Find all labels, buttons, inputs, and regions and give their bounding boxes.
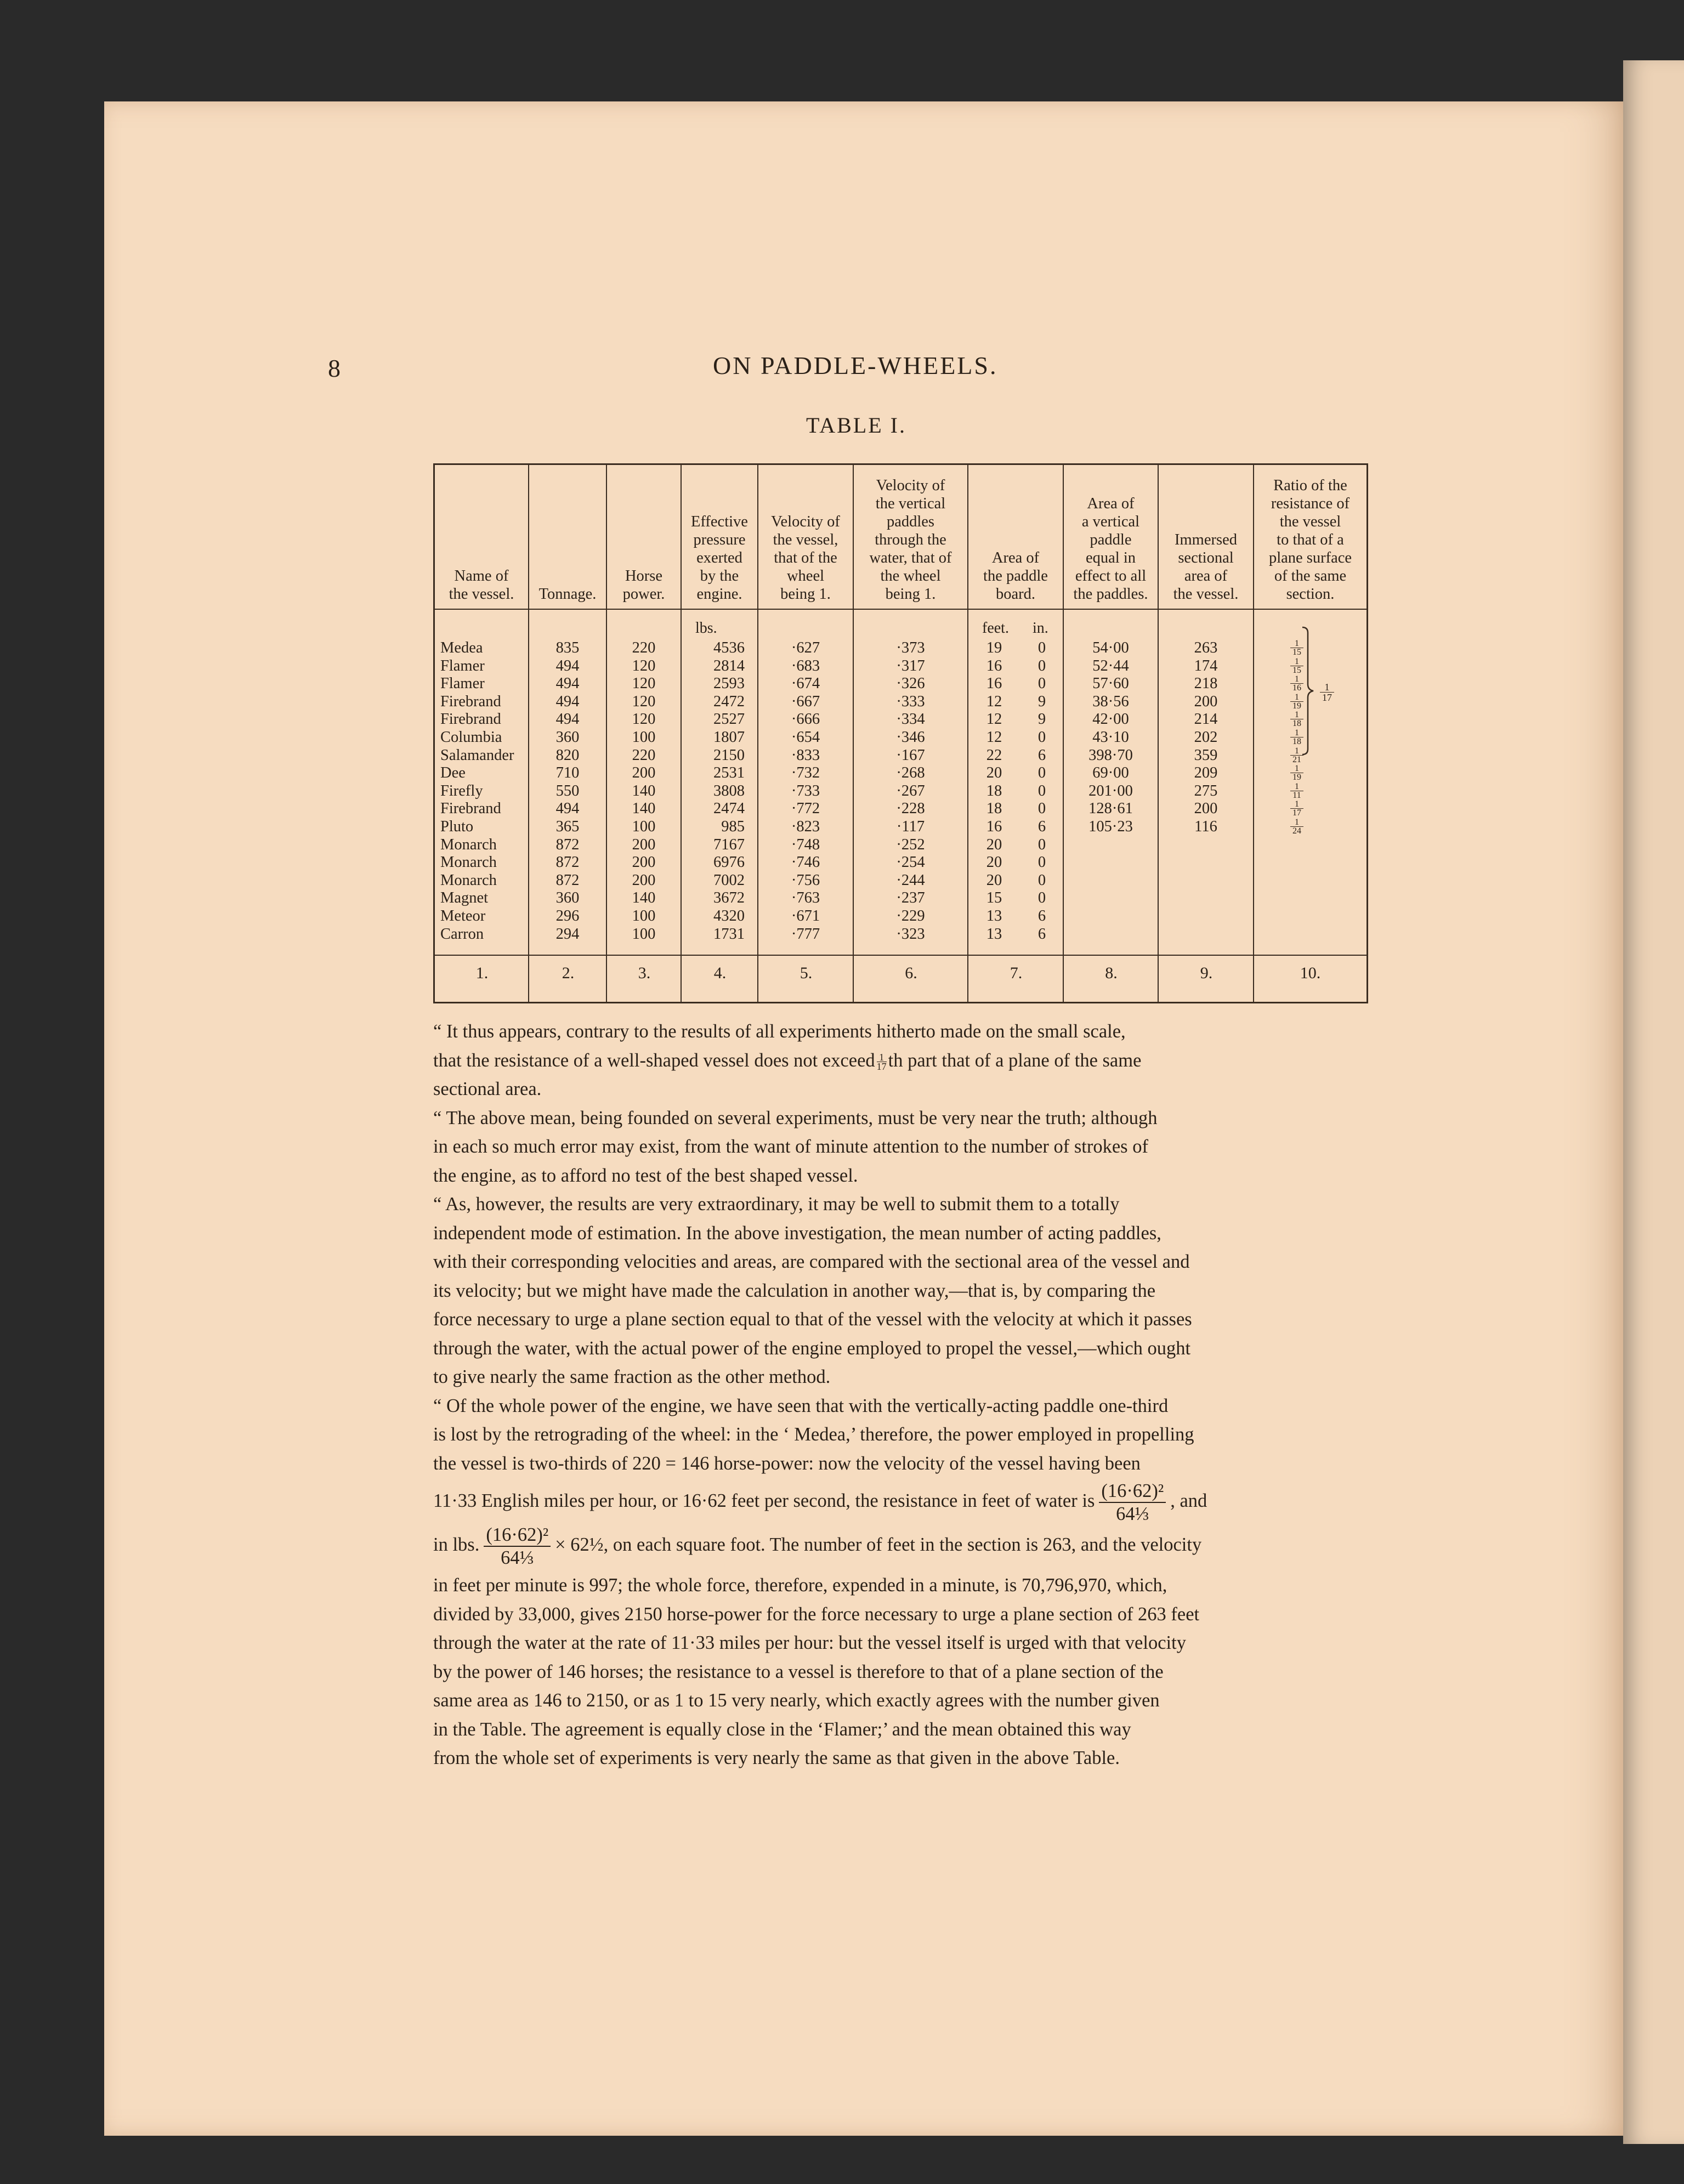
cell-sectional-area: 275	[1194, 782, 1218, 799]
cell-pressure: 1807	[713, 729, 745, 746]
cell-vessel-velocity: ·654	[791, 729, 820, 746]
text-line: its velocity; but we might have made the calculation in another way,—that is, by comparing the	[433, 1280, 1156, 1301]
header-name: Name of the vessel.	[449, 568, 514, 603]
page-number: 8	[328, 354, 341, 382]
text-line: “ It thus appears, contrary to the results of all experiments hitherto made on the small scale,	[433, 1021, 1126, 1042]
cell-board-inches: 0	[1037, 854, 1046, 871]
cell-board-feet: 18	[986, 782, 1002, 799]
text-line-math: in lbs. $\frac{\text{(16·62)²}}{\text{64⅓}}$ × 62½, on each square foot. The number of feet in the section is 263, and the velocity	[433, 1524, 1202, 1568]
cell-vessel-name: Flamer	[440, 675, 485, 693]
cell-vessel-velocity: ·674	[791, 675, 820, 693]
column-number: 9.	[1200, 964, 1213, 982]
cell-vessel-name: Firebrand	[440, 711, 501, 728]
cell-pressure: 2474	[713, 800, 745, 818]
header-ratio: Ratio of the resistance of the vessel to that of a plane surface of the same section.	[1268, 477, 1352, 603]
cell-ratio: $\frac{1}{11}$	[1286, 782, 1308, 801]
cell-paddle-velocity: ·228	[896, 800, 925, 818]
cell-board-feet: 12	[986, 693, 1002, 710]
cell-vessel-name: Meteor	[440, 907, 486, 924]
cell-sectional-area: 174	[1194, 657, 1218, 674]
cell-paddle-velocity: ·229	[896, 907, 925, 924]
cell-board-feet: 19	[986, 639, 1002, 656]
cell-vessel-name: Pluto	[440, 818, 474, 835]
cell-tonnage: 494	[555, 693, 580, 710]
cell-vessel-velocity: ·733	[791, 782, 820, 799]
cell-paddle-velocity: ·252	[896, 836, 925, 853]
cell-board-inches: 0	[1037, 889, 1046, 907]
units-feet: feet.	[982, 620, 1009, 637]
cell-paddle-velocity: ·244	[896, 871, 925, 889]
cell-pressure: 2531	[713, 764, 745, 782]
column-number: 7.	[1010, 964, 1023, 982]
cell-vertical-area: 128·61	[1088, 800, 1133, 818]
column-number: 10.	[1300, 964, 1321, 982]
text-line: “ As, however, the results are very extraordinary, it may be well to submit them to a totally	[433, 1194, 1120, 1215]
units-inches: in.	[1033, 620, 1048, 637]
cell-horse-power: 120	[632, 693, 656, 710]
cell-horse-power: 140	[632, 800, 656, 818]
cell-board-feet: 16	[986, 818, 1002, 835]
text-line: sectional area.	[433, 1079, 542, 1099]
cell-vessel-velocity: ·763	[791, 889, 820, 907]
cell-horse-power: 200	[632, 854, 656, 871]
cell-vertical-area: 201·00	[1088, 782, 1133, 799]
header-horse-power: Horse power.	[622, 568, 665, 603]
cell-board-inches: 0	[1037, 675, 1046, 693]
cell-board-feet: 12	[986, 729, 1002, 746]
table-title: TABLE I.	[806, 413, 906, 438]
cell-vessel-name: Magnet	[440, 889, 489, 907]
cell-vessel-name: Monarch	[440, 854, 497, 871]
cell-horse-power: 120	[632, 657, 656, 674]
cell-board-feet: 18	[986, 800, 1002, 818]
cell-ratio: $\frac{1}{15}$	[1286, 639, 1308, 657]
cell-vessel-name: Medea	[440, 639, 483, 656]
cell-pressure: 2814	[713, 657, 745, 674]
cell-board-inches: 0	[1037, 764, 1046, 782]
cell-horse-power: 140	[632, 782, 656, 799]
cell-pressure: 7167	[713, 836, 745, 853]
cell-tonnage: 872	[555, 836, 580, 853]
cell-ratio: $\frac{1}{24}$	[1286, 818, 1308, 836]
cell-tonnage: 550	[555, 782, 580, 799]
cell-vessel-velocity: ·756	[791, 871, 820, 889]
cell-paddle-velocity: ·267	[896, 782, 925, 799]
cell-vessel-velocity: ·732	[791, 764, 820, 782]
cell-board-feet: 16	[986, 657, 1002, 674]
text-line: through the water at the rate of 11·33 miles per hour: but the vessel itself is urged with that velocity	[433, 1632, 1186, 1653]
cell-tonnage: 365	[555, 818, 580, 835]
cell-vertical-area: 38·56	[1092, 693, 1129, 710]
text-line: “ Of the whole power of the engine, we have seen that with the vertically-acting paddle one-third	[433, 1395, 1169, 1416]
cell-tonnage: 494	[555, 657, 580, 674]
text-line: force necessary to urge a plane section equal to that of the vessel with the velocity at which it passes	[433, 1309, 1192, 1330]
text-line: through the water, with the actual power of the engine employed to propel the vessel,—which ought	[433, 1337, 1191, 1359]
text-line: by the power of 146 horses; the resistance to a vessel is therefore to that of a plane section of the	[433, 1661, 1164, 1682]
running-head: ON PADDLE-WHEELS.	[713, 351, 998, 379]
cell-pressure: 4536	[713, 639, 745, 656]
header-vertical-area: Area of a vertical paddle equal in effect to all the paddles.	[1073, 495, 1148, 603]
cell-board-inches: 0	[1037, 657, 1046, 674]
cell-tonnage: 835	[555, 639, 580, 656]
cell-pressure: 1731	[713, 925, 745, 943]
cell-vessel-name: Firebrand	[440, 693, 501, 710]
cell-board-feet: 20	[986, 871, 1002, 889]
cell-sectional-area: 263	[1194, 639, 1218, 656]
cell-ratio: $\frac{1}{17}$	[1286, 800, 1308, 818]
cell-paddle-velocity: ·326	[896, 675, 925, 693]
cell-pressure: 2593	[713, 675, 745, 693]
text-line: to give nearly the same fraction as the other method.	[433, 1366, 831, 1387]
cell-sectional-area: 359	[1194, 746, 1218, 764]
cell-board-inches: 0	[1037, 836, 1046, 853]
text-line: with their corresponding velocities and areas, are compared with the sectional area of the vessel and	[433, 1251, 1190, 1272]
cell-vessel-velocity: ·823	[791, 818, 820, 835]
header-tonnage: Tonnage.	[538, 586, 597, 603]
cell-paddle-velocity: ·346	[896, 729, 925, 746]
cell-pressure: 2472	[713, 693, 745, 710]
cell-board-inches: 9	[1037, 711, 1046, 728]
cell-tonnage: 494	[555, 711, 580, 728]
text-line: same area as 146 to 2150, or as 1 to 15 very nearly, which exactly agrees with the number given	[433, 1690, 1160, 1711]
cell-board-feet: 20	[986, 854, 1002, 871]
cell-tonnage: 872	[555, 854, 580, 871]
column-number: 5.	[800, 964, 813, 982]
cell-board-feet: 22	[986, 746, 1002, 764]
cell-tonnage: 360	[555, 729, 580, 746]
cell-vessel-name: Monarch	[440, 871, 497, 889]
cell-tonnage: 820	[555, 746, 580, 764]
cell-pressure: 3672	[713, 889, 745, 907]
cell-tonnage: 360	[555, 889, 580, 907]
cell-ratio: $\frac{1}{21}$	[1286, 747, 1308, 765]
cell-vessel-velocity: ·772	[791, 800, 820, 818]
cell-paddle-velocity: ·117	[896, 818, 925, 835]
cell-board-feet: 16	[986, 675, 1002, 693]
cell-ratio: $\frac{1}{19}$	[1286, 764, 1308, 782]
cell-horse-power: 100	[632, 729, 656, 746]
footer-rule	[435, 955, 1367, 956]
cell-tonnage: 294	[555, 925, 580, 943]
cell-paddle-velocity: ·237	[896, 889, 925, 907]
cell-paddle-velocity: ·323	[896, 925, 925, 943]
cell-vessel-velocity: ·666	[791, 711, 820, 728]
text-line: is lost by the retrograding of the wheel: in the ‘ Medea,’ therefore, the power employed in propelling	[433, 1424, 1194, 1445]
column-rule	[967, 465, 968, 1002]
cell-vessel-name: Salamander	[440, 746, 514, 764]
cell-ratio: $\frac{1}{15}$	[1286, 657, 1308, 676]
cell-vessel-velocity: ·748	[791, 836, 820, 853]
text-line: from the whole set of experiments is very nearly the same as that given in the above Table.	[433, 1748, 1120, 1768]
header-rule	[435, 609, 1367, 610]
cell-tonnage: 296	[555, 907, 580, 924]
cell-paddle-velocity: ·333	[896, 693, 925, 710]
cell-board-feet: 12	[986, 711, 1002, 728]
cell-horse-power: 120	[632, 711, 656, 728]
cell-vertical-area: 54·00	[1092, 639, 1129, 656]
cell-ratio: $\frac{1}{19}$	[1286, 693, 1308, 711]
cell-vessel-name: Firebrand	[440, 800, 501, 818]
cell-pressure: 3808	[713, 782, 745, 799]
cell-sectional-area: 202	[1194, 729, 1218, 746]
cell-board-inches: 0	[1037, 782, 1046, 799]
cell-horse-power: 100	[632, 818, 656, 835]
header-pressure: Effective pressure exerted by the engine.	[691, 513, 748, 603]
cell-horse-power: 200	[632, 764, 656, 782]
cell-paddle-velocity: ·254	[896, 854, 925, 871]
facing-page-edge	[1623, 60, 1684, 2144]
cell-tonnage: 494	[555, 800, 580, 818]
cell-board-inches: 0	[1037, 871, 1046, 889]
text-line: in feet per minute is 997; the whole force, therefore, expended in a minute, is 70,796,970, which,	[433, 1575, 1167, 1596]
cell-horse-power: 220	[632, 639, 656, 656]
text-line: in the Table. The agreement is equally close in the ‘Flamer;’ and the mean obtained this way	[433, 1718, 1131, 1740]
cell-sectional-area: 209	[1194, 764, 1218, 782]
text-line: the vessel is two-thirds of 220 = 146 horse-power: now the velocity of the vessel having been	[433, 1453, 1141, 1474]
cell-board-inches: 0	[1037, 800, 1046, 818]
cell-paddle-velocity: ·317	[896, 657, 925, 674]
text-line: “ The above mean, being founded on several experiments, must be very near the truth; although	[433, 1107, 1158, 1128]
body-text	[433, 1017, 1368, 1773]
cell-board-feet: 20	[986, 836, 1002, 853]
cell-board-feet: 15	[986, 889, 1002, 907]
text-line: that the resistance of a well-shaped vessel does not exceed $\frac{1}{17}th$ part that of a plane of the same	[433, 1050, 1142, 1072]
cell-horse-power: 100	[632, 907, 656, 924]
cell-horse-power: 200	[632, 836, 656, 853]
cell-board-feet: 13	[986, 907, 1002, 924]
cell-vessel-velocity: ·833	[791, 746, 820, 764]
cell-pressure: 4320	[713, 907, 745, 924]
column-number: 3.	[638, 964, 651, 982]
cell-board-inches: 6	[1037, 925, 1046, 943]
cell-horse-power: 120	[632, 675, 656, 693]
cell-tonnage: 710	[555, 764, 580, 782]
units-lbs: lbs.	[695, 620, 717, 637]
cell-vertical-area: 42·00	[1092, 711, 1129, 728]
cell-vertical-area: 69·00	[1092, 764, 1129, 782]
text-line: the engine, as to afford no test of the best shaped vessel.	[433, 1165, 858, 1186]
fraction: $\frac{\text{(16·62)²}}{\text{64⅓}}$	[1099, 1480, 1166, 1525]
cell-vessel-name: Carron	[440, 925, 484, 943]
ratio-mean: $\frac{1}{17}$	[1315, 682, 1339, 704]
column-number: 8.	[1105, 964, 1118, 982]
cell-pressure: 2527	[713, 711, 745, 728]
cell-sectional-area: 214	[1194, 711, 1218, 728]
cell-paddle-velocity: ·268	[896, 764, 925, 782]
cell-vertical-area: 52·44	[1092, 657, 1129, 674]
text-line: in each so much error may exist, from the want of minute attention to the number of strokes of	[433, 1136, 1148, 1157]
column-number: 4.	[713, 964, 727, 982]
cell-ratio: $\frac{1}{18}$	[1286, 729, 1308, 747]
header-paddle-velocity: Velocity of the vertical paddles through the water, that of the wheel being 1.	[869, 477, 952, 603]
cell-vessel-velocity: ·777	[791, 925, 820, 943]
text-line-math: 11·33 English miles per hour, or 16·62 feet per second, the resistance in feet of water is $\frac{\text{(16·62)²}}{\text{64⅓}}$ , and	[433, 1480, 1207, 1524]
column-number: 2.	[562, 964, 575, 982]
cell-board-inches: 0	[1037, 639, 1046, 656]
cell-vessel-velocity: ·671	[791, 907, 820, 924]
column-number: 6.	[905, 964, 917, 982]
cell-board-inches: 9	[1037, 693, 1046, 710]
fraction: $\frac{1}{17}$	[876, 1051, 887, 1072]
cell-vertical-area: 43·10	[1092, 729, 1129, 746]
column-number: 1.	[475, 964, 489, 982]
cell-vertical-area: 398·70	[1088, 746, 1133, 764]
cell-vessel-name: Firefly	[440, 782, 483, 799]
cell-horse-power: 220	[632, 746, 656, 764]
cell-paddle-velocity: ·373	[896, 639, 925, 656]
cell-sectional-area: 200	[1194, 800, 1218, 818]
header-board-area: Area of the paddle board.	[983, 549, 1048, 603]
cell-sectional-area: 116	[1194, 818, 1217, 835]
cell-tonnage: 872	[555, 871, 580, 889]
cell-board-inches: 6	[1037, 746, 1046, 764]
cell-paddle-velocity: ·167	[896, 746, 925, 764]
cell-vessel-name: Columbia	[440, 729, 502, 746]
cell-vertical-area: 57·60	[1092, 675, 1129, 693]
cell-pressure: 2150	[713, 746, 745, 764]
cell-vessel-name: Dee	[440, 764, 466, 782]
cell-vertical-area: 105·23	[1088, 818, 1133, 835]
cell-board-feet: 20	[986, 764, 1002, 782]
cell-board-feet: 13	[986, 925, 1002, 943]
header-vessel-velocity: Velocity of the vessel, that of the wheel being 1.	[771, 513, 840, 603]
cell-horse-power: 100	[632, 925, 656, 943]
fraction: $\frac{\text{(16·62)²}}{\text{64⅓}}$	[484, 1524, 551, 1569]
cell-vessel-velocity: ·667	[791, 693, 820, 710]
cell-pressure: 985	[721, 818, 745, 835]
cell-horse-power: 200	[632, 871, 656, 889]
cell-board-inches: 6	[1037, 818, 1046, 835]
cell-sectional-area: 218	[1194, 675, 1218, 693]
cell-vessel-velocity: ·683	[791, 657, 820, 674]
cell-pressure: 6976	[713, 854, 745, 871]
cell-board-inches: 0	[1037, 729, 1046, 746]
cell-vessel-name: Flamer	[440, 657, 485, 674]
data-table	[433, 463, 1368, 1003]
cell-ratio: $\frac{1}{16}$	[1286, 675, 1308, 693]
cell-sectional-area: 200	[1194, 693, 1218, 710]
cell-paddle-velocity: ·334	[896, 711, 925, 728]
text-line: divided by 33,000, gives 2150 horse-power for the force necessary to urge a plane section of 263 feet	[433, 1603, 1200, 1625]
cell-vessel-velocity: ·627	[791, 639, 820, 656]
text-line: independent mode of estimation. In the above investigation, the mean number of acting paddles,	[433, 1222, 1161, 1244]
header-sectional-area: Immersed sectional area of the vessel.	[1173, 531, 1239, 603]
cell-horse-power: 140	[632, 889, 656, 907]
cell-tonnage: 494	[555, 675, 580, 693]
cell-vessel-name: Monarch	[440, 836, 497, 853]
cell-pressure: 7002	[713, 871, 745, 889]
cell-board-inches: 6	[1037, 907, 1046, 924]
cell-vessel-velocity: ·746	[791, 854, 820, 871]
cell-ratio: $\frac{1}{18}$	[1286, 711, 1308, 729]
